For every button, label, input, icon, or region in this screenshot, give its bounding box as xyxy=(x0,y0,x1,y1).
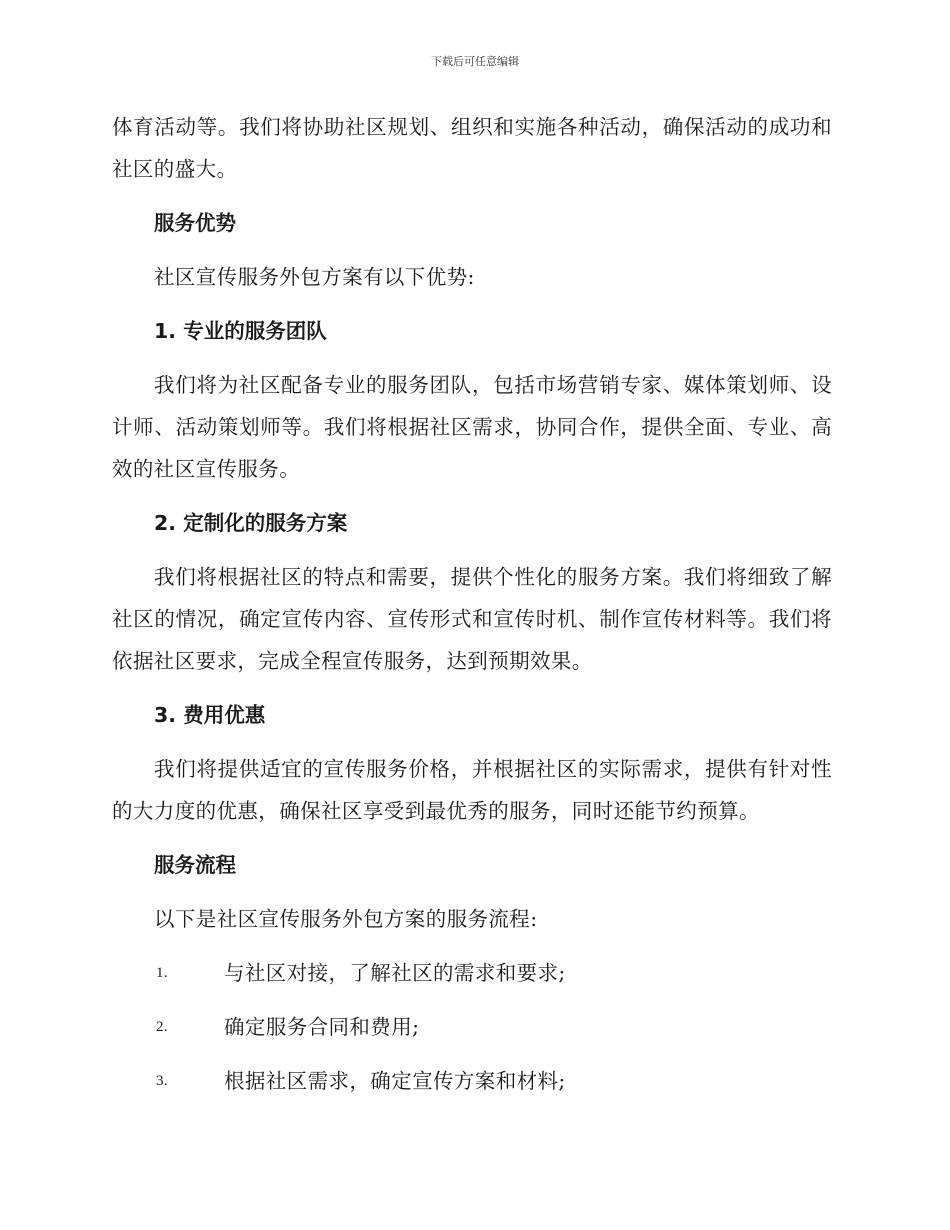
process-step-text: 与社区对接，了解社区的需求和要求; xyxy=(224,961,566,985)
heading-service-process: 服务流程 xyxy=(154,853,236,877)
process-step xyxy=(112,1006,832,1048)
paragraph-continuation: 体育活动等。我们将协助社区规划、组织和实施各种活动，确保活动的成功和社区的盛大。 xyxy=(112,115,832,181)
process-step-text: 确定服务合同和费用; xyxy=(224,1015,420,1039)
process-step xyxy=(112,1060,832,1102)
paragraph-process-intro: 以下是社区宣传服务外包方案的服务流程: xyxy=(154,907,538,931)
heading-service-advantages: 服务优势 xyxy=(154,211,236,235)
paragraph-advantage-1: 我们将为社区配备专业的服务团队，包括市场营销专家、媒体策划师、设计师、活动策划师等。我们将根据社区需求，协同合作，提供全面、专业、高效的社区宣传服务。 xyxy=(112,373,832,481)
paragraph-advantage-3: 我们将提供适宜的宣传服务价格，并根据社区的实际需求，提供有针对性的大力度的优惠，确保社区享受到最优秀的服务，同时还能节约预算。 xyxy=(112,757,832,823)
process-step-number: 3. xyxy=(156,1073,169,1089)
heading-advantage-2: 2. 定制化的服务方案 xyxy=(154,511,348,535)
process-step-text: 根据社区需求，确定宣传方案和材料; xyxy=(224,1069,566,1093)
paragraph-advantages-intro: 社区宣传服务外包方案有以下优势: xyxy=(154,265,475,289)
heading-advantage-1: 1. 专业的服务团队 xyxy=(154,319,327,343)
paragraph-advantage-2: 我们将根据社区的特点和需要，提供个性化的服务方案。我们将细致了解社区的情况，确定宣传内容、宣传形式和宣传时机、制作宣传材料等。我们将依据社区要求，完成全程宣传服务，达到预期效果。 xyxy=(112,565,832,673)
document-body xyxy=(112,106,832,1114)
heading-advantage-3: 3. 费用优惠 xyxy=(154,703,266,727)
process-step-number: 1. xyxy=(156,965,169,981)
process-step xyxy=(112,952,832,994)
page-header-note: 下载后可任意编辑 xyxy=(431,55,519,68)
process-step-number: 2. xyxy=(156,1019,169,1035)
